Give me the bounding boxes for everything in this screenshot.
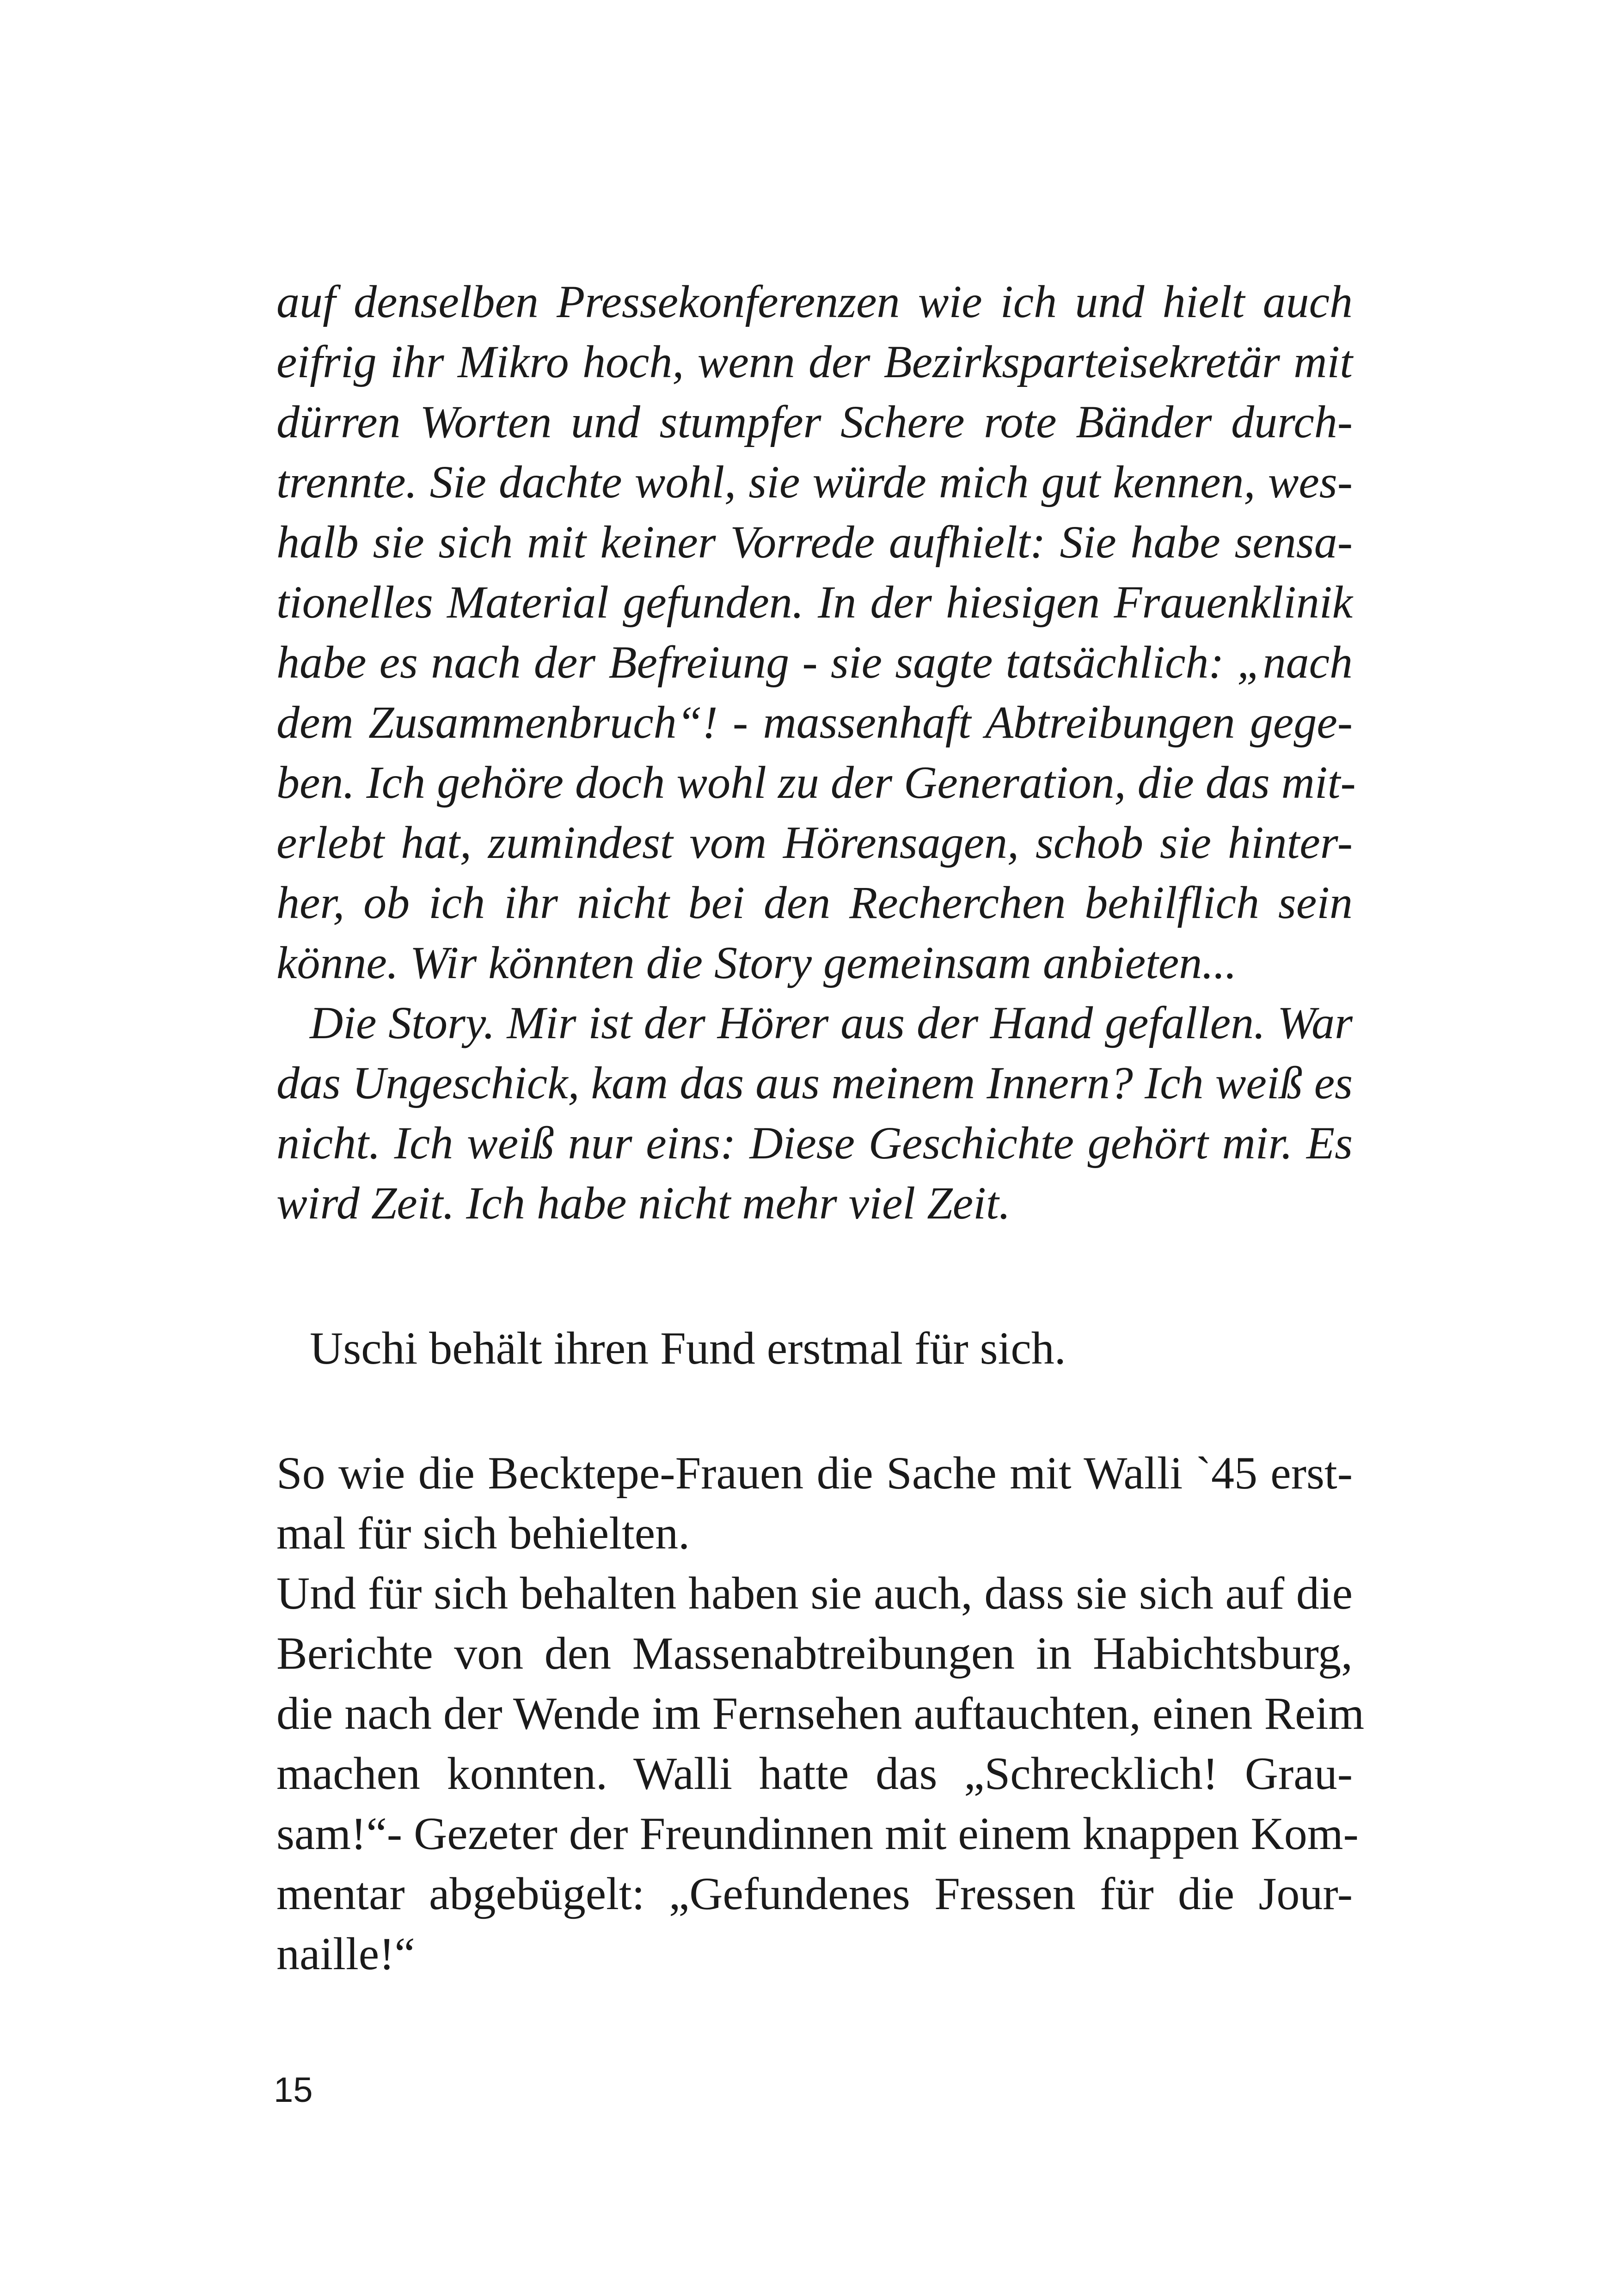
text-line: Uschi behält ihren Fund erstmal für sich. — [310, 1322, 1066, 1374]
single-line-paragraph — [276, 1318, 1353, 1378]
text-line: Die Story. Mir ist der Hörer aus der Hand gefallen. War — [310, 997, 1353, 1048]
text-line: dem Zusammenbruch“! - massenhaft Abtreibungen gege- — [276, 697, 1353, 748]
text-line: ben. Ich gehöre doch wohl zu der Generation, die das mit- — [276, 757, 1356, 808]
text-line: mal für sich behielten. — [276, 1507, 690, 1559]
text-line: wird Zeit. Ich habe nicht mehr viel Zeit. — [276, 1177, 1011, 1229]
text-line: machen konnten. Walli hatte das „Schrecklich! Grau- — [276, 1748, 1353, 1799]
closing-passage — [276, 1443, 1365, 1984]
text-line: her, ob ich ihr nicht bei den Recherchen behilflich sein — [276, 877, 1353, 928]
text-line: die nach der Wende im Fernsehen auftauchten, einen Reim — [276, 1688, 1365, 1739]
text-line: sam!“- Gezeter der Freundinnen mit einem knappen Kom- — [276, 1808, 1359, 1859]
text-line: naille!“ — [276, 1928, 415, 1979]
text-line: erlebt hat, zumindest vom Hörensagen, schob sie hinter- — [276, 817, 1353, 868]
text-line: das Ungeschick, kam das aus meinem Innern? Ich weiß es — [276, 1057, 1353, 1108]
text-line: trennte. Sie dachte wohl, sie würde mich gut kennen, wes- — [276, 456, 1353, 508]
text-line: eifrig ihr Mikro hoch, wenn der Bezirksparteisekretär mit — [276, 336, 1353, 387]
text-line: habe es nach der Befreiung - sie sagte tatsächlich: „nach — [276, 637, 1353, 688]
text-line: auf denselben Pressekonferenzen wie ich und hielt auch — [276, 276, 1353, 327]
text-line: tionelles Material gefunden. In der hiesigen Frauenklinik — [276, 576, 1353, 628]
text-line: halb sie sich mit keiner Vorrede aufhielt: Sie habe sensa- — [276, 516, 1353, 568]
text-line: So wie die Becktepe-Frauen die Sache mit Walli `45 erst- — [276, 1447, 1353, 1499]
text-line: nicht. Ich weiß nur eins: Diese Geschichte gehört mir. Es — [276, 1117, 1353, 1169]
italic-passage — [276, 272, 1356, 1233]
text-line: dürren Worten und stumpfer Schere rote Bänder durch- — [276, 396, 1353, 447]
text-line: mentar abgebügelt: „Gefundenes Fressen für die Jour- — [276, 1868, 1353, 1919]
text-line: Berichte von den Massenabtreibungen in Habichtsburg, — [276, 1628, 1353, 1679]
text-line: Und für sich behalten haben sie auch, dass sie sich auf die — [276, 1567, 1353, 1619]
page-number: 15 — [274, 2070, 313, 2110]
text-line: könne. Wir könnten die Story gemeinsam anbieten... — [276, 937, 1237, 988]
